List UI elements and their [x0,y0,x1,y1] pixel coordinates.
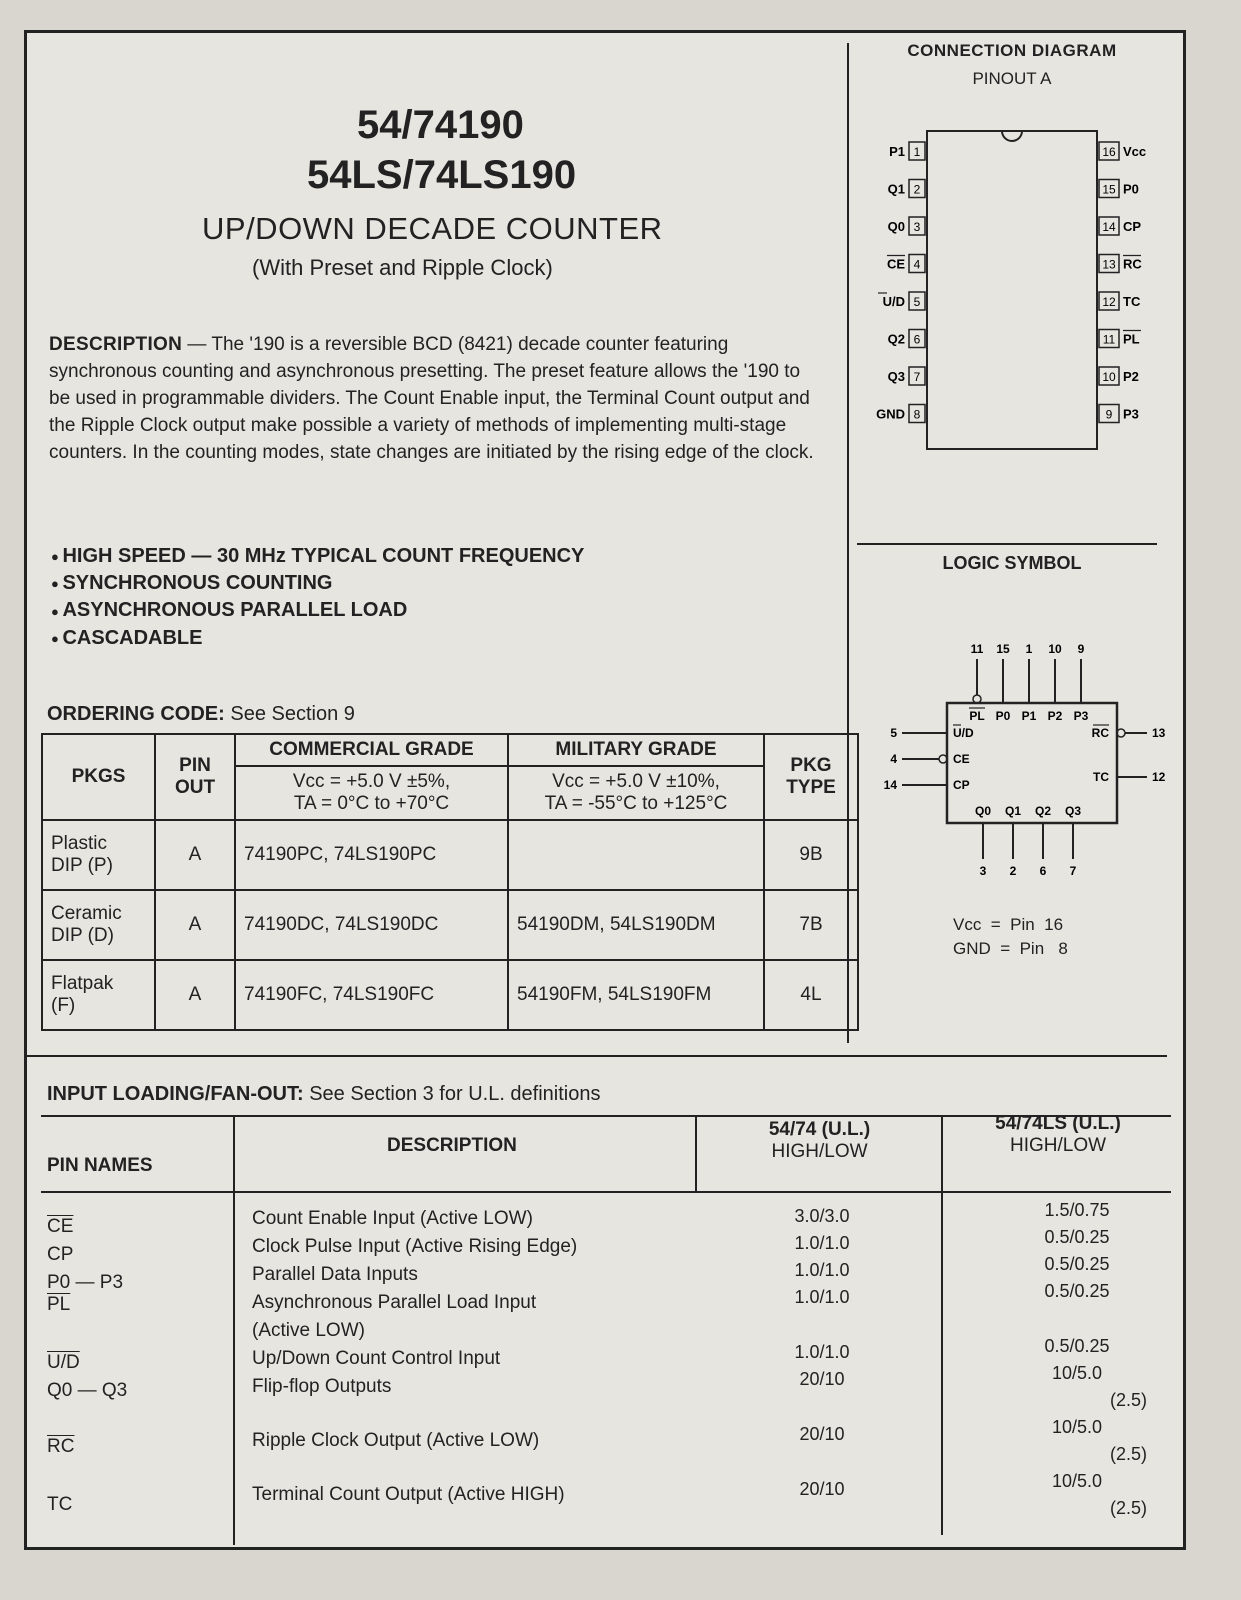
pin-number: 15 [1102,182,1116,197]
left-pin-label: CP [953,778,970,792]
pin-label: P2 [1123,369,1139,384]
left-pin-number: 14 [883,778,897,792]
value-ls: (2.5) [1109,1444,1147,1464]
type-cell: 9B [764,820,858,890]
pin-number: 4 [913,257,921,272]
bottom-pin-label: Q3 [1064,804,1082,818]
pin-label: Q1 [887,181,905,197]
top-pin-number: 11 [970,643,984,656]
top-pin-number: 15 [996,643,1010,656]
military-header: MILITARY GRADE [508,734,764,766]
pin-label: P0 [1123,181,1139,197]
connection-diagram-title: CONNECTION DIAGRAM [907,41,1117,60]
right-pin-number: 12 [1152,770,1166,784]
part-number-1: 54/74190 [357,103,524,147]
right-panel-divider [857,543,1157,545]
col-74-header: 54/74 (U.L.) HIGH/LOW [768,1119,871,1162]
pin-description: Asynchronous Parallel Load Input [252,1292,537,1313]
commercial-conditions: Vcc = +5.0 V ±5%, TA = 0°C to +70°C [235,766,508,820]
commercial-header: COMMERCIAL GRADE [235,734,508,766]
connection-diagram-subtitle: PINOUT A [972,69,1052,88]
left-pin-number: 5 [890,726,897,740]
table-row [42,960,858,1030]
pin-label: Q0 [887,219,905,234]
value-ls: 0.5/0.25 [1044,1336,1110,1356]
section-divider [27,1055,1167,1057]
pin-description: Flip-flop Outputs [252,1376,392,1397]
values-74-column [727,1203,917,1503]
pin-number: 6 [913,332,921,347]
loading-col-divider-2 [695,1115,697,1193]
top-pin-label: P2 [1047,709,1063,723]
feature-list [51,543,584,652]
top-pin-label: P3 [1073,709,1089,723]
page-subtitle: (With Preset and Ripple Clock) [252,255,553,280]
pin-name: Q0 — Q3 [47,1380,128,1401]
pkg-cell: Flatpak (F) [42,960,155,1030]
pin-names-header: PIN NAMES [47,1155,153,1176]
top-pin-number: 9 [1077,643,1085,656]
pin-number: 12 [1102,295,1116,309]
value-ls: 10/5.0 [1051,1363,1103,1383]
military-cell: 54190FM, 54LS190FM [508,960,764,1030]
pinout-header: PIN OUT [155,734,235,820]
value-74: 1.0/1.0 [794,1233,850,1253]
pin-label: PL [1123,331,1140,347]
pin-description: Parallel Data Inputs [252,1264,418,1285]
value-ls: 0.5/0.25 [1044,1254,1110,1274]
top-pin-label: P1 [1021,709,1037,723]
loading-table-header-bottom [41,1191,1171,1193]
connection-diagram [857,113,1167,453]
value-ls: 0.5/0.25 [1044,1227,1110,1247]
table-row [42,890,858,960]
feature-item: ● HIGH SPEED — 30 MHz TYPICAL COUNT FREQUENCY [51,543,584,570]
pin-description: Count Enable Input (Active LOW) [252,1208,533,1229]
pin-description: Ripple Clock Output (Active LOW) [252,1430,540,1451]
pinout-cell: A [155,820,235,890]
pin-description: Up/Down Count Control Input [252,1348,501,1369]
value-74: 1.0/1.0 [794,1287,850,1307]
pin-label: TC [1123,294,1141,309]
commercial-cell: 74190DC, 74LS190DC [235,890,508,960]
type-cell: 7B [764,890,858,960]
pin-names-column [47,1213,217,1519]
bottom-pin-label: Q2 [1034,804,1052,818]
pin-number: 5 [913,295,921,309]
military-cell [508,820,764,890]
pin-name: $\overline{RC}$ [47,1436,75,1457]
vcc-pin-line: Vcc = Pin 16 [953,915,1064,934]
pin-label: P1 [889,144,905,159]
description-paragraph [49,331,819,466]
pkg-cell: Plastic DIP (P) [42,820,155,890]
pin-label: Q3 [887,369,905,384]
top-pin-number: 1 [1025,643,1033,656]
value-ls: (2.5) [1109,1498,1147,1518]
pin-label: U/D [882,294,905,309]
ordering-table [41,733,859,1031]
bottom-pin-number: 2 [1009,864,1017,878]
pin-number: 7 [913,370,921,384]
pin-name: CP [47,1244,74,1265]
pin-label: Q2 [887,331,905,347]
input-loading-heading [47,1083,601,1106]
pin-name: P0 — P3 [47,1272,124,1293]
value-74: 1.0/1.0 [794,1260,850,1280]
value-74: 20/10 [799,1369,845,1389]
bottom-pin-number: 7 [1069,864,1077,878]
pin-number: 9 [1105,407,1113,422]
description-text: — The '190 is a reversible BCD (8421) decade counter featuring synchronous counting and asynchronous presetting. The preset feature allows the '190 to be used in programmable dividers. The Count Enable input, the Terminal Count output and the Ripple Clock output make possible a variety of methods of implementing multi-stage counters. In the counting modes, state changes are initiated by the rising edge of the clock. [49,334,814,463]
ic-notch [1002,131,1022,141]
pin-name: TC [47,1494,73,1515]
value-74: 3.0/3.0 [794,1206,850,1226]
pin-label: CP [1123,219,1142,234]
loading-note: See Section 3 for U.L. definitions [303,1083,601,1105]
type-cell: 4L [764,960,858,1030]
value-74: 20/10 [799,1479,845,1499]
gnd-pin-line: GND = Pin 8 [953,939,1068,958]
pin-label: CE [886,256,905,272]
description-header: DESCRIPTION [387,1135,517,1156]
pin-description: Terminal Count Output (Active HIGH) [252,1484,565,1505]
pin-number: 11 [1102,332,1116,347]
bottom-pin-number: 3 [979,864,987,878]
description-label: DESCRIPTION [49,334,183,355]
pin-description: Clock Pulse Input (Active Rising Edge) [252,1236,578,1257]
values-ls-column [987,1197,1167,1522]
datasheet-page [24,30,1186,1550]
loading-col-divider-3 [941,1115,943,1535]
pin-number: 14 [1102,220,1116,234]
feature-item: ● ASYNCHRONOUS PARALLEL LOAD [51,597,584,624]
pkg-cell: Ceramic DIP (D) [42,890,155,960]
feature-item: ● SYNCHRONOUS COUNTING [51,570,584,597]
page-title: UP/DOWN DECADE COUNTER [202,211,663,246]
pin-number: 10 [1102,370,1116,384]
pin-number: 2 [913,182,921,197]
pin-number: 1 [913,145,921,159]
right-pin-number: 13 [1152,726,1166,740]
military-cell: 54190DM, 54LS190DM [508,890,764,960]
value-ls: (2.5) [1109,1390,1147,1410]
top-pin-number: 10 [1048,643,1062,656]
pin-number: 13 [1102,257,1116,272]
pin-description: (Active LOW) [252,1320,365,1341]
right-pin-label: RC [1091,726,1109,740]
value-74: 20/10 [799,1424,845,1444]
bottom-pin-label: Q0 [974,804,992,818]
value-74: 1.0/1.0 [794,1342,850,1362]
pin-name: U/D [47,1352,80,1373]
ordering-note: See Section 9 [224,703,355,725]
col-ls-header: 54/74LS (U.L.) HIGH/LOW [995,1113,1121,1156]
value-ls: 0.5/0.25 [1044,1281,1110,1301]
left-pin-label: U/D [953,726,974,740]
left-pin-label: CE [953,752,970,766]
value-ls: 10/5.0 [1051,1417,1103,1437]
feature-item: ● CASCADABLE [51,625,584,652]
pin-number: 8 [913,407,921,422]
pin-number: 16 [1102,145,1116,159]
bottom-pin-number: 6 [1039,864,1047,878]
table-row [42,820,858,890]
pin-label: P3 [1123,406,1139,422]
pin-name: $\overline{PL}$ [47,1294,71,1315]
top-pin-label: PL [969,709,985,723]
bottom-pin-label: Q1 [1004,804,1022,818]
pin-number: 3 [913,220,921,234]
value-ls: 10/5.0 [1051,1471,1103,1491]
ordering-code-heading [47,703,355,726]
value-ls: 1.5/0.75 [1044,1200,1110,1220]
pkg-type-header: PKG TYPE [764,734,858,820]
ic-package-outline [927,131,1097,449]
commercial-cell: 74190PC, 74LS190PC [235,820,508,890]
top-pin-label: P0 [995,709,1011,723]
commercial-cell: 74190FC, 74LS190FC [235,960,508,1030]
pinout-cell: A [155,890,235,960]
ordering-label: ORDERING CODE: [47,703,225,725]
loading-col-divider-1 [233,1115,235,1545]
power-pin-info [953,913,1068,961]
pinout-cell: A [155,960,235,1030]
loading-label: INPUT LOADING/FAN-OUT: [47,1083,304,1105]
right-pin-label: TC [1093,770,1109,784]
pin-name: $\overline{CE}$ [47,1216,74,1237]
logic-symbol [867,643,1167,893]
military-conditions: Vcc = +5.0 V ±10%, TA = -55°C to +125°C [508,766,764,820]
logic-symbol-title: LOGIC SYMBOL [942,553,1082,573]
pin-label: RC [1123,256,1142,272]
pkgs-header: PKGS [42,734,155,820]
pin-label: GND [876,406,905,422]
descriptions-column [252,1205,682,1509]
part-number-2: 54LS/74LS190 [307,153,577,197]
left-pin-number: 4 [890,752,897,766]
pin-label: Vcc [1123,144,1147,159]
table-header-row [42,734,858,766]
